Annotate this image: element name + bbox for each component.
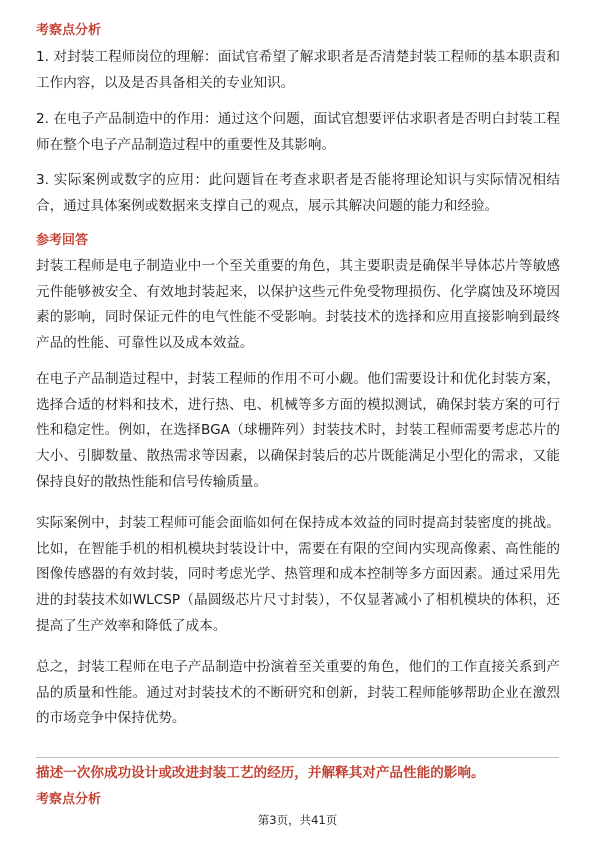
- section-heading-reference-answer: 参考回答: [36, 233, 89, 248]
- page-number-label: 第3页，共41页: [257, 813, 338, 827]
- analysis-point-3: 3. 实际案例或数字的应用：此问题旨在考查求职者是否能将理论知识与实际情况相结合，通过具体案例或数据来支撑自己的观点，展示其解决问题的能力和经验。: [36, 172, 560, 214]
- analysis-point-2: 2. 在电子产品制造中的作用：通过这个问题，面试官想要评估求职者是否明白封装工程师在整个电子产品制造过程中的重要性及其影响。: [36, 111, 560, 153]
- answer-paragraph-3: 实际案例中，封装工程师可能会面临如何在保持成本效益的同时提高封装密度的挑战。比如，在智能手机的相机模块封装设计中，需要在有限的空间内实现高像素、高性能的图像传感器的有效封装，同时考虑光学、热管理和成本控制等多方面因素。通过采用先进的封装技术如WLCSP（晶圆级芯片尺寸封装），不仅显著减小了相机模块的体积，还提高了生产效率和降低了成本。: [36, 515, 560, 634]
- next-question: 描述一次你成功设计或改进封装工艺的经历，并解释其对产品性能的影响。: [36, 765, 485, 781]
- answer-paragraph-1: 封装工程师是电子制造业中一个至关重要的角色，其主要职责是确保半导体芯片等敏感元件能够被安全、有效地封装起来，以保护这些元件免受物理损伤、化学腐蚀及环境因素的影响，同时保证元件的电气性能不受影响。封装技术的选择和应用直接影响到最终产品的性能、可靠性以及成本效益。: [36, 258, 560, 352]
- section-heading-analysis-2: 考察点分析: [36, 792, 102, 807]
- section-heading-analysis: 考察点分析: [36, 23, 102, 38]
- analysis-point-1: 1. 对封装工程师岗位的理解：面试官希望了解求职者是否清楚封装工程师的基本职责和工作内容，以及是否具备相关的专业知识。: [36, 49, 560, 91]
- answer-paragraph-2: 在电子产品制造过程中，封装工程师的作用不可小觑。他们需要设计和优化封装方案，选择合适的材料和技术，进行热、电、机械等多方面的模拟测试，确保封装方案的可行性和稳定性。例如，在选择BGA（球栅阵列）封装技术时，封装工程师需要考虑芯片的大小、引脚数量、散热需求等因素，以确保封装后的芯片既能满足小型化的需求，又能保持良好的散热性能和信号传输质量。: [36, 371, 560, 490]
- section-divider: [36, 757, 559, 758]
- answer-paragraph-4: 总之，封装工程师在电子产品制造中扮演着至关重要的角色，他们的工作直接关系到产品的质量和性能。通过对封装技术的不断研究和创新，封装工程师能够帮助企业在激烈的市场竞争中保持优势。: [36, 659, 560, 727]
- page-footer: [0, 813, 595, 827]
